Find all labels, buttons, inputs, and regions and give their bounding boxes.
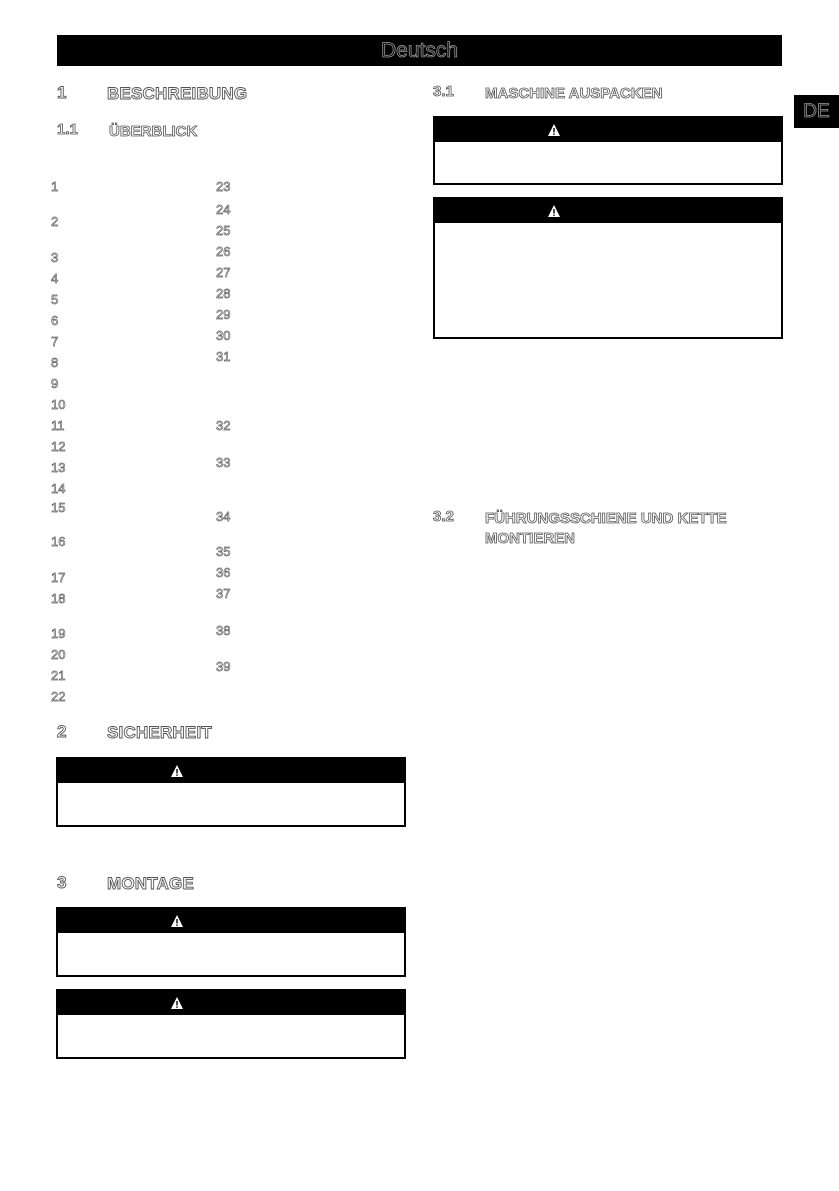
part-number: 13 xyxy=(51,460,66,475)
warning-triangle-icon xyxy=(170,764,184,778)
part-number: 14 xyxy=(51,481,66,496)
warning-box xyxy=(433,116,783,185)
language-banner xyxy=(57,35,782,66)
warning-triangle-icon xyxy=(547,204,561,218)
part-number: 35 xyxy=(216,544,231,559)
warning-box xyxy=(433,197,783,339)
section-title: FÜHRUNGSSCHIENE UND KETTE xyxy=(485,510,727,527)
section-number: 3 xyxy=(57,873,67,892)
part-number: 7 xyxy=(51,334,59,349)
part-number: 24 xyxy=(216,202,231,217)
part-number: 31 xyxy=(216,349,231,364)
part-number: 18 xyxy=(51,591,66,606)
warning-header xyxy=(435,118,781,142)
part-number: 21 xyxy=(51,668,66,683)
part-number: 32 xyxy=(216,418,231,433)
part-number: 23 xyxy=(216,179,231,194)
part-number: 25 xyxy=(216,223,231,238)
part-number: 27 xyxy=(216,265,231,280)
warning-header xyxy=(58,909,404,933)
part-number: 29 xyxy=(216,307,231,322)
part-number: 11 xyxy=(51,418,65,433)
part-number: 15 xyxy=(51,500,66,515)
warning-box xyxy=(56,989,406,1059)
part-number: 30 xyxy=(216,328,231,343)
part-number: 5 xyxy=(51,292,59,307)
section-number: 3.1 xyxy=(433,83,454,100)
section-title-line2: MONTIEREN xyxy=(485,530,575,547)
language-tab xyxy=(794,95,839,128)
part-number: 16 xyxy=(51,534,66,549)
part-number: 2 xyxy=(51,214,59,229)
warning-header xyxy=(435,199,781,223)
section-title: BESCHREIBUNG xyxy=(107,84,248,103)
language-tab-label: DE xyxy=(803,100,830,122)
section-title: MONTAGE xyxy=(107,874,195,893)
part-number: 34 xyxy=(216,509,231,524)
section-number: 1 xyxy=(57,83,67,102)
section-title: MASCHINE AUSPACKEN xyxy=(485,85,663,102)
warning-triangle-icon xyxy=(170,914,184,928)
part-number: 37 xyxy=(216,586,231,601)
part-number: 22 xyxy=(51,689,66,704)
section-number: 2 xyxy=(57,722,67,741)
warning-header xyxy=(58,991,404,1015)
warning-box xyxy=(56,907,406,977)
part-number: 39 xyxy=(216,659,231,674)
section-title: ÜBERBLICK xyxy=(109,123,198,140)
part-number: 26 xyxy=(216,244,231,259)
section-number: 3.2 xyxy=(433,508,454,525)
warning-box xyxy=(56,757,406,827)
part-number: 9 xyxy=(51,376,59,391)
part-number: 19 xyxy=(51,626,66,641)
part-number: 12 xyxy=(51,439,66,454)
language-title: Deutsch xyxy=(380,38,459,62)
part-number: 38 xyxy=(216,623,231,638)
part-number: 20 xyxy=(51,647,66,662)
section-number: 1.1 xyxy=(57,121,78,138)
part-number: 10 xyxy=(51,397,66,412)
warning-triangle-icon xyxy=(547,123,561,137)
section-title: SICHERHEIT xyxy=(107,723,212,742)
part-number: 36 xyxy=(216,565,231,580)
warning-triangle-icon xyxy=(170,996,184,1010)
warning-header xyxy=(58,759,404,783)
part-number: 28 xyxy=(216,286,231,301)
part-number: 3 xyxy=(51,250,59,265)
part-number: 17 xyxy=(51,570,66,585)
part-number: 1 xyxy=(51,179,59,194)
part-number: 4 xyxy=(51,271,59,286)
part-number: 8 xyxy=(51,355,59,370)
part-number: 6 xyxy=(51,313,59,328)
part-number: 33 xyxy=(216,455,231,470)
